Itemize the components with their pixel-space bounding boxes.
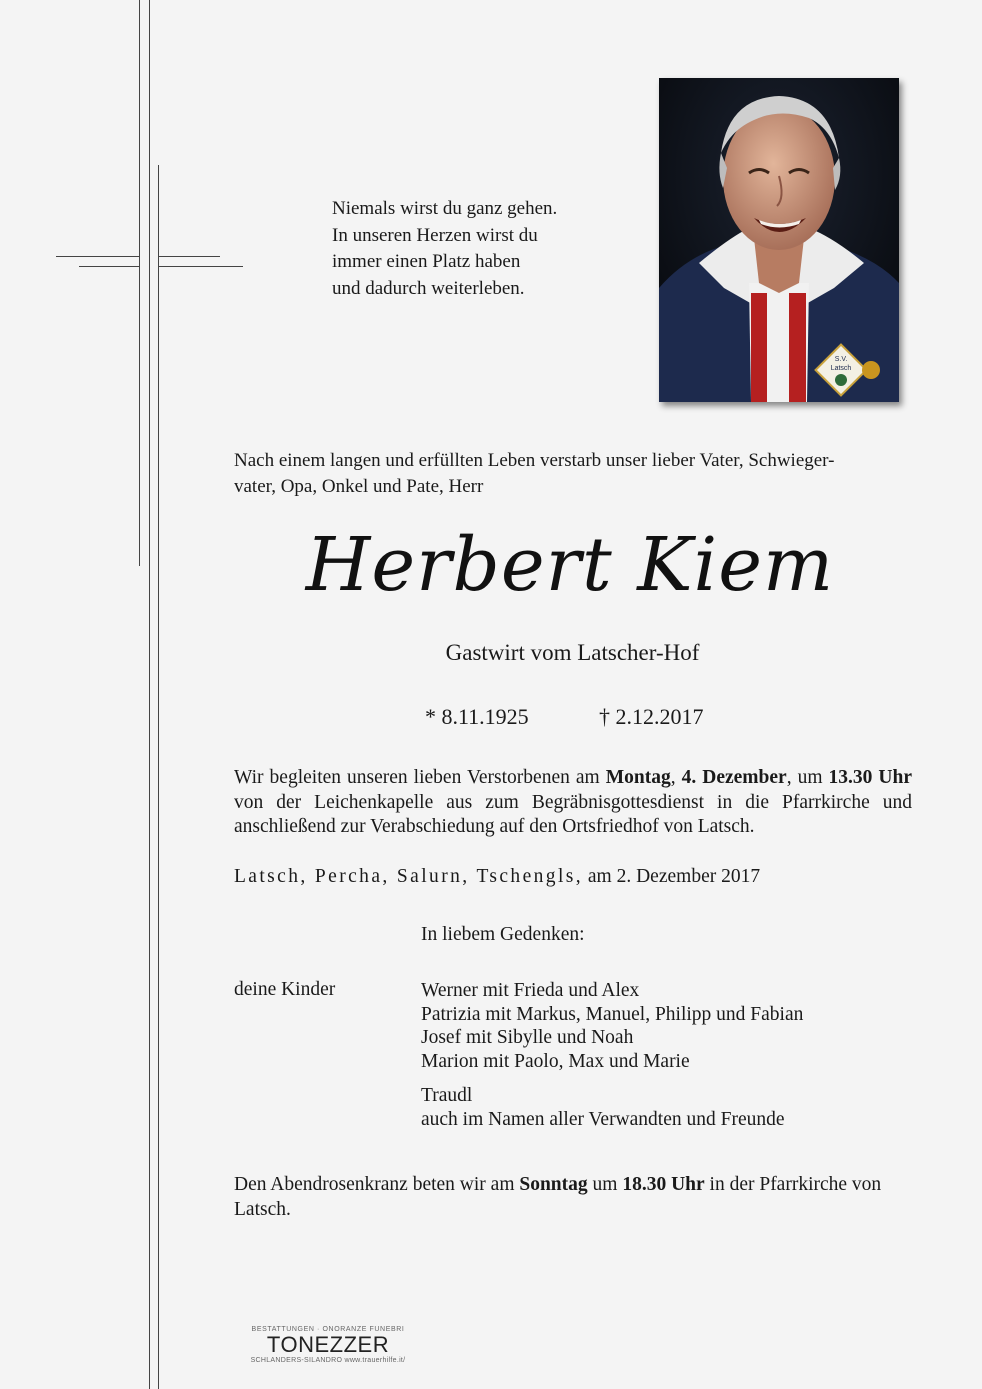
- intro-text: [234, 448, 914, 500]
- other-mourners: [421, 1084, 785, 1131]
- rosary-info: [234, 1173, 924, 1222]
- rosary-text: in der Pfarrkirche von Latsch.: [234, 1174, 882, 1220]
- cross-vertical-line-right: [149, 0, 150, 1389]
- memorial-poem: [332, 196, 557, 302]
- kids-label: deine Kinder: [234, 979, 336, 1000]
- funeral-info: [234, 766, 912, 840]
- places-date-line: [234, 866, 760, 888]
- list-item: Marion mit Paolo, Max und Marie: [421, 1051, 690, 1073]
- poem-line: Niemals wirst du ganz gehen.: [332, 198, 558, 219]
- logo-tagline: BESTATTUNGEN · ONORANZE FUNEBRI: [251, 1326, 405, 1333]
- badge-text: S.V.: [834, 356, 848, 363]
- cross-vertical-line-left: [139, 0, 140, 566]
- poem-line: und dadurch weiterleben.: [332, 277, 525, 299]
- kids-list: [421, 979, 803, 1074]
- rosary-day: Sonntag: [519, 1174, 588, 1195]
- poem-line: immer einen Platz haben: [332, 251, 521, 272]
- poem-line: In unseren Herzen wirst du: [332, 224, 538, 246]
- notice-date: am 2. Dezember 2017: [583, 866, 761, 887]
- intro-line: vater, Opa, Onkel und Pate, Herr: [234, 476, 484, 497]
- mourner-note: auch im Namen aller Verwandten und Freunde: [421, 1108, 785, 1130]
- portrait-illustration: [659, 78, 899, 402]
- funeral-date: 4. Dezember: [681, 767, 787, 788]
- places-list: Latsch, Percha, Salurn, Tschengls,: [234, 866, 584, 887]
- rosary-text: um: [587, 1174, 623, 1195]
- funeral-time: 13.30 Uhr: [828, 767, 912, 788]
- cross-horizontal-line-upper-right: [159, 256, 220, 257]
- mourner-name: Traudl: [421, 1085, 473, 1106]
- funeral-text: Wir begleiten unseren lieben Verstorbenen am: [234, 767, 606, 788]
- funeral-text: ,: [670, 767, 682, 788]
- deceased-name: Herbert Kiem: [305, 522, 835, 608]
- rosary-text: Den Abendrosenkranz beten wir am: [234, 1174, 520, 1195]
- list-item: Patrizia mit Markus, Manuel, Philipp und Fabian: [421, 1003, 804, 1025]
- deceased-subtitle: Gastwirt vom Latscher-Hof: [445, 640, 700, 665]
- portrait-photo: [659, 78, 899, 402]
- logo-address: SCHLANDERS-SILANDRO www.trauerhilfe.it/: [250, 1357, 406, 1364]
- cross-horizontal-line-lower-left: [79, 266, 140, 267]
- logo-brand: TONEZZER: [266, 1332, 390, 1357]
- intro-line: Nach einem langen und erfüllten Leben verstarb unser lieber Vater, Schwieger-: [234, 450, 835, 471]
- list-item: Werner mit Frieda und Alex: [421, 980, 640, 1001]
- funeral-day: Montag: [605, 767, 671, 788]
- death-date: † 2.12.2017: [599, 704, 704, 729]
- cross-vertical-line-inner: [158, 165, 159, 1389]
- funeral-text: , um: [786, 767, 829, 788]
- funeral-text: von der Leichenkapelle aus zum Begräbnisgottesdienst in die Pfarrkirche und anschließend zur Verabschiedung auf den Ortsfriedhof von Latsch.: [234, 791, 912, 837]
- funeral-home-logo: [243, 1326, 413, 1364]
- badge-text: Latsch: [830, 365, 852, 372]
- birth-date: * 8.11.1925: [425, 704, 529, 729]
- list-item: Josef mit Sibylle und Noah: [421, 1027, 634, 1049]
- cross-horizontal-line-lower-right: [159, 266, 243, 267]
- rosary-time: 18.30 Uhr: [622, 1174, 705, 1195]
- cross-horizontal-line-upper-left: [56, 256, 140, 257]
- memory-heading: In liebem Gedenken:: [421, 924, 585, 945]
